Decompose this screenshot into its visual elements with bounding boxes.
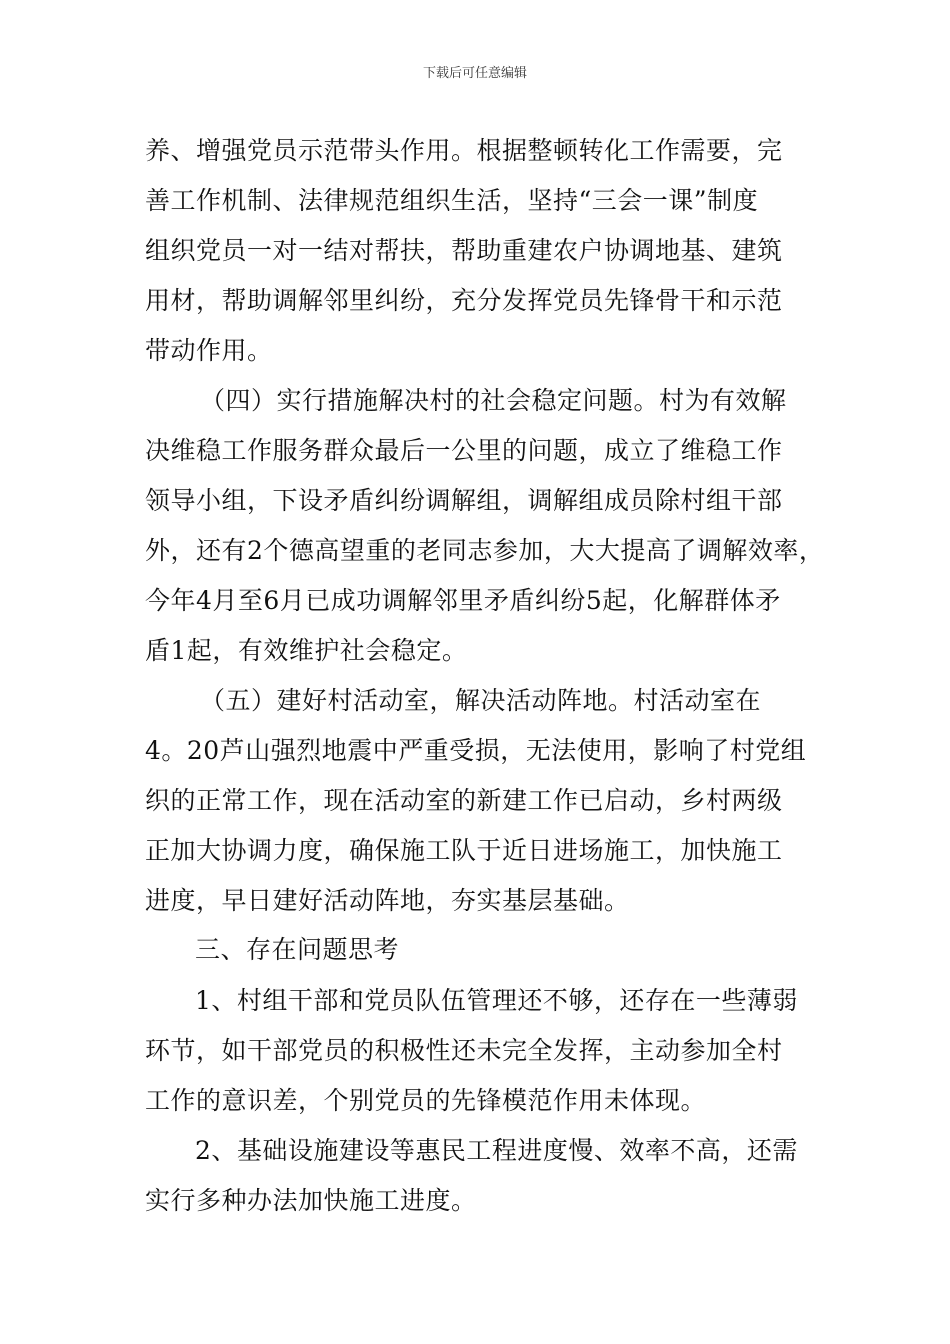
text-line: 今年4月至6月已成功调解邻里矛盾纠纷5起，化解群体矛 [145,586,781,615]
text-line: 2、基础设施建设等惠民工程进度慢、效率不高，还需 [195,1136,798,1165]
text-line: 善工作机制、法律规范组织生活，坚持“三会一课”制度 [145,186,759,215]
text-line: 织的正常工作，现在活动室的新建工作已启动，乡村两级 [145,786,783,815]
text-line: 4。20芦山强烈地震中严重受损，无法使用，影响了村党组 [145,736,807,765]
text-line: 进度，早日建好活动阵地，夯实基层基础。 [145,886,630,915]
text-line: 环节，如干部党员的积极性还未完全发挥，主动参加全村 [145,1036,783,1065]
text-line: 工作的意识差，个别党员的先锋模范作用未体现。 [145,1086,707,1115]
text-line: （五）建好村活动室，解决活动阵地。村活动室在 [200,686,762,715]
text-line: 领导小组，下设矛盾纠纷调解组，调解组成员除村组干部 [145,486,783,515]
text-line: 带动作用。 [145,336,273,365]
text-line: 外，还有2个德高望重的老同志参加，大大提高了调解效率， [145,536,825,565]
text-line: 盾1起，有效维护社会稳定。 [145,636,468,665]
text-line: 决维稳工作服务群众最后一公里的问题，成立了维稳工作 [145,436,783,465]
page-header: 下载后可任意编辑 [422,66,527,81]
text-line: 组织党员一对一结对帮扶，帮助重建农户协调地基、建筑 [145,236,783,265]
text-line: 1、村组干部和党员队伍管理还不够，还存在一些薄弱 [195,986,798,1015]
text-line: 用材，帮助调解邻里纠纷，充分发挥党员先锋骨干和示范 [145,286,783,315]
text-line: 实行多种办法加快施工进度。 [145,1186,477,1215]
text-line: （四）实行措施解决村的社会稳定问题。村为有效解 [200,386,787,415]
section-heading: 三、存在问题思考 [195,935,400,964]
text-line: 正加大协调力度，确保施工队于近日进场施工，加快施工 [145,836,783,865]
text-line: 养、增强党员示范带头作用。根据整顿转化工作需要，完 [145,136,783,165]
